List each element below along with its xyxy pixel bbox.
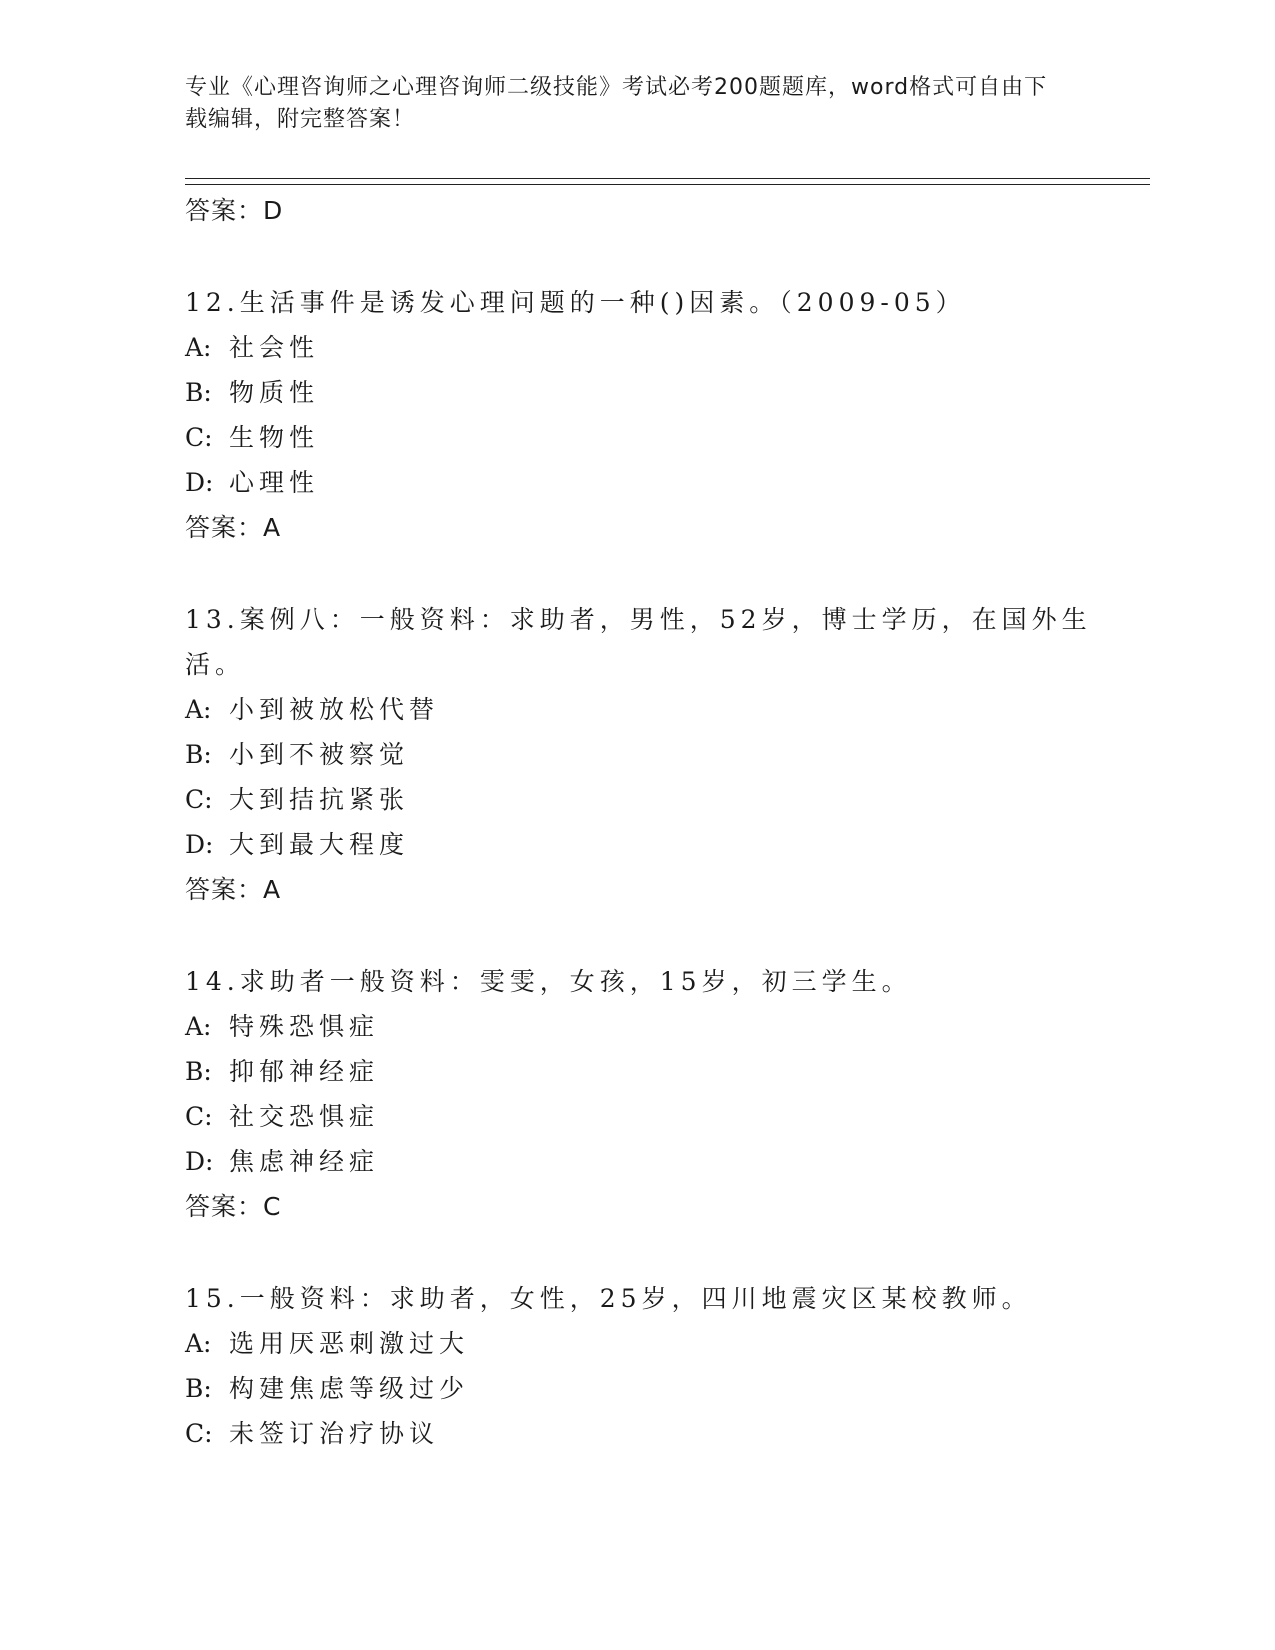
option-text: 社会性	[229, 333, 320, 362]
option-c	[185, 1094, 1145, 1139]
option-letter: C:	[185, 1102, 213, 1131]
option-b	[185, 370, 1145, 415]
option-letter: D:	[185, 1147, 214, 1176]
option-d	[185, 1139, 1145, 1184]
question-block	[185, 597, 1145, 912]
header-divider-top	[185, 178, 1150, 179]
option-b	[185, 1049, 1145, 1094]
option-c	[185, 1411, 1145, 1456]
option-text: 大到最大程度	[229, 830, 410, 859]
option-c	[185, 415, 1145, 460]
question-stem: 12.生活事件是诱发心理问题的一种()因素。（2009-05）	[185, 288, 966, 317]
option-text: 物质性	[229, 378, 320, 407]
option-letter: B:	[185, 378, 212, 407]
option-text: 社交恐惧症	[229, 1102, 380, 1131]
option-letter: D:	[185, 468, 214, 497]
option-letter: C:	[185, 1419, 213, 1448]
option-letter: B:	[185, 740, 212, 769]
option-text: 小到被放松代替	[229, 695, 440, 724]
answer-line: 答案：D	[185, 196, 284, 225]
option-b	[185, 1366, 1145, 1411]
option-a	[185, 1321, 1145, 1366]
question-list	[185, 188, 1145, 1456]
question-stem: 14.求助者一般资料：雯雯，女孩，15岁，初三学生。	[185, 967, 912, 996]
option-text: 生物性	[229, 423, 320, 452]
header-divider-bottom	[185, 184, 1150, 185]
answer-line: 答案：C	[185, 1192, 282, 1221]
option-a	[185, 687, 1145, 732]
option-letter: A:	[185, 1012, 212, 1041]
option-text: 未签订治疗协议	[229, 1419, 440, 1448]
question-block	[185, 280, 1145, 550]
option-text: 构建焦虑等级过少	[229, 1374, 470, 1403]
document-header-text: 专业《心理咨询师之心理咨询师二级技能》考试必考200题题库，word格式可自由下载编辑，附完整答案！	[185, 75, 1048, 132]
option-letter: A:	[185, 1329, 212, 1358]
answer-line: 答案：A	[185, 513, 282, 542]
option-text: 大到拮抗紧张	[229, 785, 410, 814]
option-text: 抑郁神经症	[229, 1057, 380, 1086]
option-text: 焦虑神经症	[229, 1147, 380, 1176]
option-letter: C:	[185, 423, 213, 452]
option-text: 特殊恐惧症	[229, 1012, 380, 1041]
question-block	[185, 1276, 1145, 1456]
option-letter: C:	[185, 785, 213, 814]
option-letter: B:	[185, 1057, 212, 1086]
question-stem: 15.一般资料：求助者，女性，25岁，四川地震灾区某校教师。	[185, 1284, 1032, 1313]
option-b	[185, 732, 1145, 777]
option-c	[185, 777, 1145, 822]
option-d	[185, 460, 1145, 505]
option-a	[185, 325, 1145, 370]
option-text: 选用厌恶刺激过大	[229, 1329, 470, 1358]
option-letter: A:	[185, 695, 212, 724]
option-a	[185, 1004, 1145, 1049]
question-stem: 13.案例八：一般资料：求助者，男性，52岁，博士学历，在国外生活。	[185, 605, 1092, 679]
option-letter: D:	[185, 830, 214, 859]
answer-line: 答案：A	[185, 875, 282, 904]
option-letter: B:	[185, 1374, 212, 1403]
option-text: 小到不被察觉	[229, 740, 410, 769]
option-text: 心理性	[229, 468, 320, 497]
option-letter: A:	[185, 333, 212, 362]
option-d	[185, 822, 1145, 867]
question-block	[185, 959, 1145, 1229]
